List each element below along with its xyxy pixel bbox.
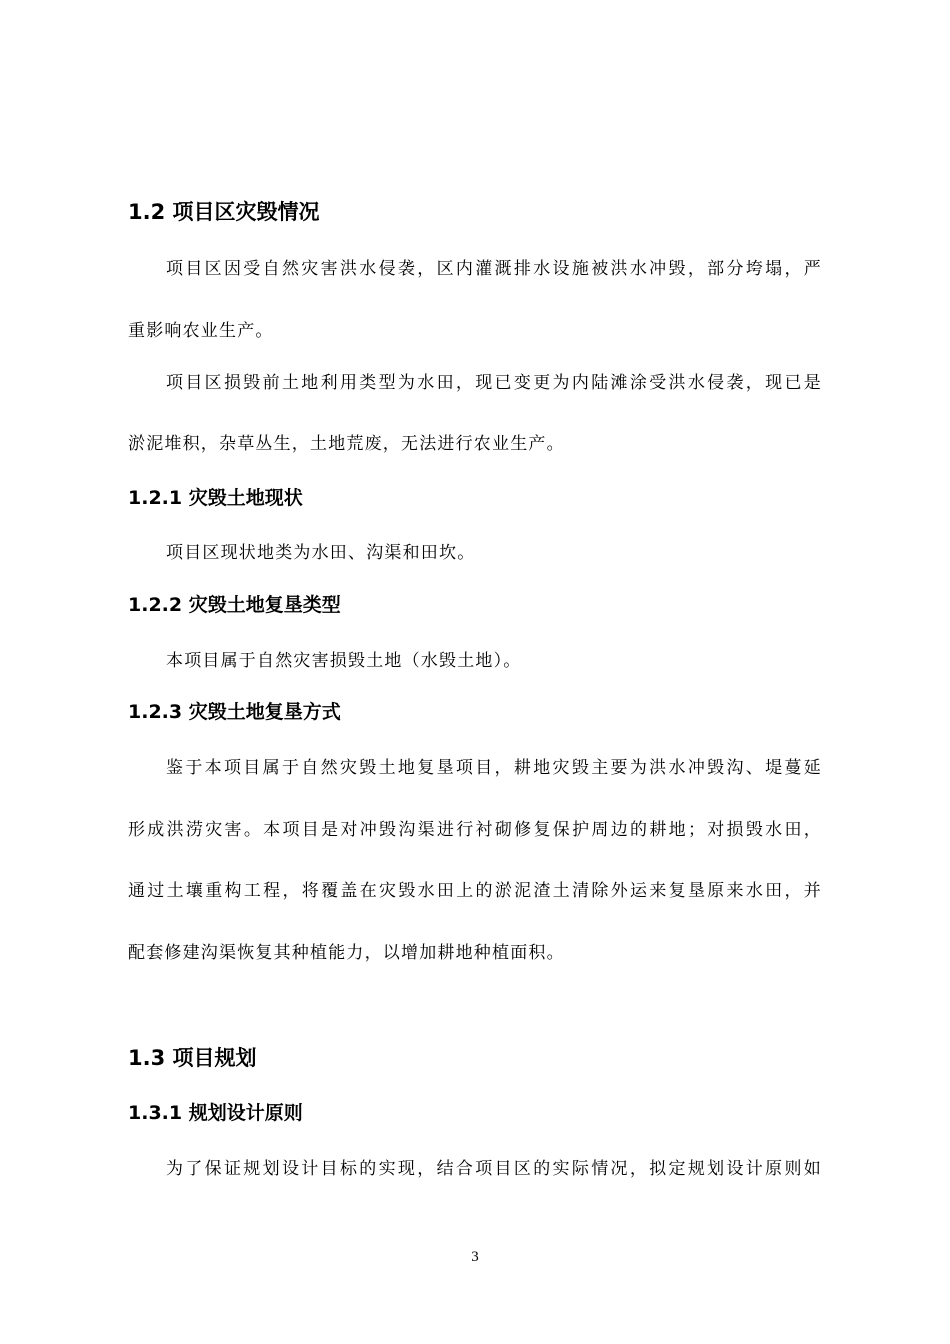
paragraph-line: 项目区损毁前土地利用类型为水田，现已变更为内陆滩涂受洪水侵袭，现已是 bbox=[166, 373, 822, 393]
paragraph-line: 本项目属于自然灾害损毁土地（水毁土地）。 bbox=[166, 651, 522, 671]
paragraph-line: 鉴于本项目属于自然灾毁土地复垦项目，耕地灾毁主要为洪水冲毁沟、堤蔓延 bbox=[166, 758, 822, 778]
paragraph-line: 配套修建沟渠恢复其种植能力，以增加耕地种植面积。 bbox=[128, 943, 565, 963]
subsection-heading-1-3-1: 1.3.1 规划设计原则 bbox=[128, 1102, 303, 1124]
paragraph-line: 项目区现状地类为水田、沟渠和田坎。 bbox=[166, 543, 476, 563]
paragraph-line: 通过土壤重构工程，将覆盖在灾毁水田上的淤泥渣土清除外运来复垦原来水田，并 bbox=[128, 881, 822, 901]
subsection-heading-1-2-2: 1.2.2 灾毁土地复垦类型 bbox=[128, 594, 341, 616]
page-number: 3 bbox=[471, 1249, 479, 1265]
paragraph-line: 项目区因受自然灾害洪水侵袭，区内灌溉排水设施被洪水冲毁，部分垮塌，严 bbox=[166, 259, 822, 279]
subsection-heading-1-2-3: 1.2.3 灾毁土地复垦方式 bbox=[128, 701, 341, 723]
section-heading-1-2: 1.2 项目区灾毁情况 bbox=[128, 200, 320, 224]
subsection-heading-1-2-1: 1.2.1 灾毁土地现状 bbox=[128, 487, 303, 509]
paragraph-line: 重影响农业生产。 bbox=[128, 321, 274, 341]
section-heading-1-3: 1.3 项目规划 bbox=[128, 1046, 257, 1070]
paragraph-line: 形成洪涝灾害。本项目是对冲毁沟渠进行衬砌修复保护周边的耕地；对损毁水田， bbox=[128, 820, 822, 840]
paragraph-line: 为了保证规划设计目标的实现，结合项目区的实际情况，拟定规划设计原则如 bbox=[166, 1159, 822, 1179]
paragraph-line: 淤泥堆积，杂草丛生，土地荒废，无法进行农业生产。 bbox=[128, 434, 565, 454]
